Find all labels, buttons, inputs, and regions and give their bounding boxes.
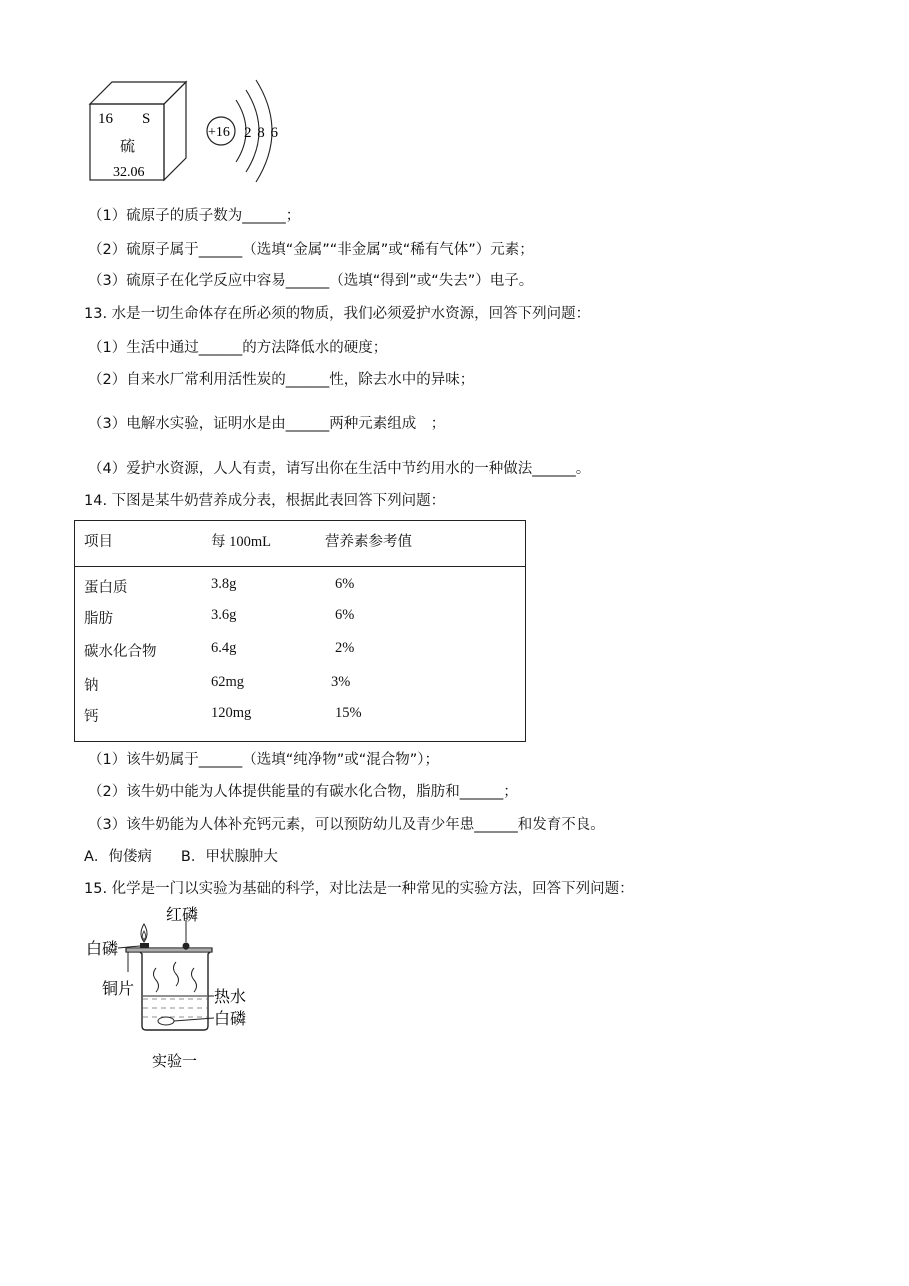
electron-configuration: 2 8 6	[244, 125, 279, 141]
label-white-phosphorus-top: 白磷	[86, 939, 119, 958]
element-symbol: S	[142, 111, 151, 127]
table-row-name: 钙	[84, 709, 99, 725]
table-row-amount: 3.6g	[211, 607, 237, 623]
experiment-one-figure	[84, 906, 264, 1076]
q15-stem: 15. 化学是一门以实验为基础的科学，对比法是一种常见的实验方法，回答下列问题：	[84, 881, 634, 897]
table-row-name: 蛋白质	[84, 580, 128, 596]
nutrition-table	[74, 520, 526, 742]
table-header-per100ml: 每 100mL	[211, 534, 272, 550]
element-name: 硫	[120, 137, 136, 155]
q12-item-3: （3）硫原子在化学反应中容易______（选填“得到”或“失去”）电子。	[88, 273, 534, 289]
q14-stem: 14. 下图是某牛奶营养成分表，根据此表回答下列问题：	[84, 493, 446, 509]
q12-item-1: （1）硫原子的质子数为______；	[88, 208, 301, 224]
q14-item-3: （3）该牛奶能为人体补充钙元素，可以预防幼儿及青少年患______和发育不良。	[88, 817, 605, 833]
table-row-amount: 62mg	[211, 674, 245, 690]
figure-caption: 实验一	[152, 1052, 198, 1070]
q14-item-2: （2）该牛奶中能为人体提供能量的有碳水化合物，脂肪和______；	[88, 784, 518, 800]
label-red-phosphorus: 红磷	[166, 906, 199, 924]
table-row-amount: 3.8g	[211, 576, 237, 592]
q13-item-4: （4）爱护水资源，人人有责，请写出你在生活中节约用水的一种做法______。	[88, 461, 591, 477]
nucleus-charge: +16	[208, 125, 230, 140]
q12-item-2: （2）硫原子属于______（选填“金属”“非金属”或“稀有气体”）元素；	[88, 242, 534, 258]
q13-item-1: （1）生活中通过______的方法降低水的硬度；	[88, 340, 388, 356]
q14-options: A．佝偻病 B．甲状腺肿大	[84, 849, 278, 865]
label-hot-water: 热水	[214, 987, 247, 1006]
sulfur-element-figure	[84, 76, 294, 186]
table-row-percent: 6%	[335, 607, 355, 623]
table-row-percent: 6%	[335, 576, 355, 592]
table-row-name: 脂肪	[84, 611, 113, 627]
table-row-percent: 15%	[335, 705, 362, 721]
table-header-reference: 营养素参考值	[325, 534, 412, 550]
element-number: 16	[98, 111, 113, 127]
q14-item-1: （1）该牛奶属于______（选填“纯净物”或“混合物”）；	[88, 752, 440, 768]
table-row-percent: 2%	[335, 640, 355, 656]
element-mass: 32.06	[113, 165, 145, 180]
table-row-name: 碳水化合物	[84, 644, 157, 660]
q13-item-2: （2）自来水厂常利用活性炭的______性，除去水中的异味；	[88, 372, 475, 388]
table-row-amount: 120mg	[211, 705, 252, 721]
table-header-item: 项目	[84, 534, 113, 550]
q13-item-3: （3）电解水实验，证明水是由______两种元素组成 ；	[88, 416, 446, 432]
table-row-name: 钠	[84, 678, 99, 694]
table-header-divider	[75, 566, 525, 567]
table-row-amount: 6.4g	[211, 640, 237, 656]
q13-stem: 13. 水是一切生命体存在所必须的物质，我们必须爱护水资源，回答下列问题：	[84, 306, 591, 322]
label-copper-sheet: 铜片	[102, 979, 135, 998]
table-row-percent: 3%	[331, 674, 351, 690]
label-white-phosphorus-bottom: 白磷	[214, 1009, 247, 1028]
